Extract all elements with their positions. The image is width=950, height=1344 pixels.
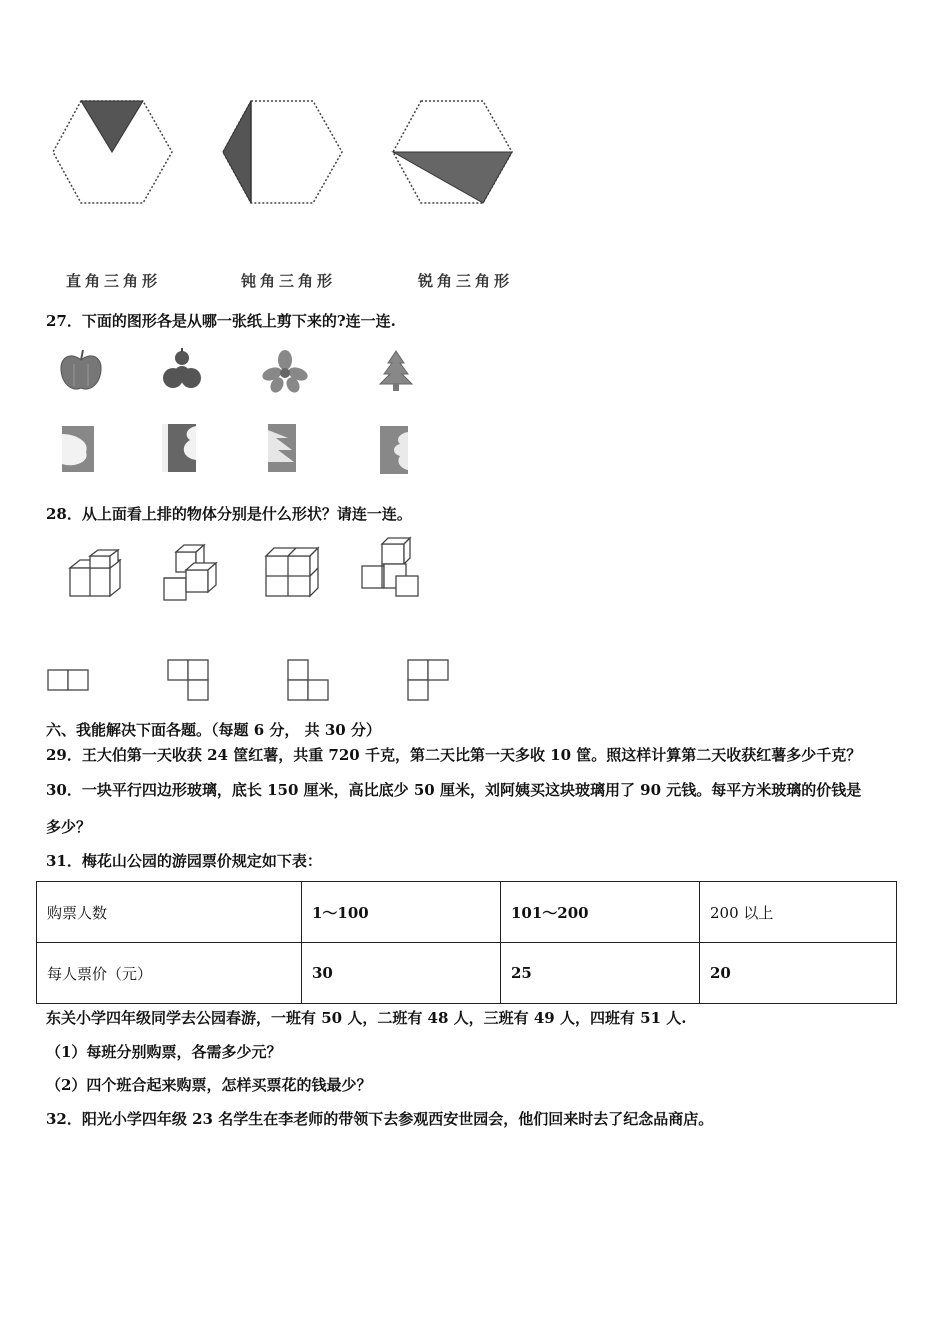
top-view-1[interactable] xyxy=(46,668,92,692)
table-cell: 购票人数 xyxy=(37,882,302,943)
top-view-2[interactable] xyxy=(164,658,212,704)
hexagon-label-2: 钝角三角形 xyxy=(241,272,337,290)
table-cell: 200 以上 xyxy=(700,882,897,943)
question-30-line-2: 多少？ xyxy=(46,818,92,836)
table-cell: 25 xyxy=(501,943,700,1004)
question-31: 31．梅花山公园的游园票价规定如下表： xyxy=(46,852,322,870)
paper-half-flower[interactable] xyxy=(378,424,412,476)
question-28: 28．从上面看上排的物体分别是什么形状？请连一连。 xyxy=(46,505,412,523)
paper-half-gourd[interactable] xyxy=(160,422,200,474)
section-6-heading: 六、我能解决下面各题。（每题 6 分， 共 30 分） xyxy=(46,721,381,739)
gourd-shape[interactable] xyxy=(160,346,204,394)
top-view-3[interactable] xyxy=(284,658,332,704)
table-cell: 30 xyxy=(302,943,501,1004)
cube-figure-2[interactable] xyxy=(160,540,226,604)
table-cell: 每人票价（元） xyxy=(37,943,302,1004)
ticket-price-table xyxy=(36,881,897,1004)
table-cell: 20 xyxy=(700,943,897,1004)
question-31-sub-2: （2）四个班合起来购票，怎样买票花的钱最少？ xyxy=(46,1076,372,1094)
question-32: 32．阳光小学四年级 23 名学生在李老师的带领下去参观西安世园会，他们回来时去了纪念品商店。 xyxy=(46,1110,714,1128)
table-cell: 1～100 xyxy=(302,882,501,943)
question-30-line-1: 30．一块平行四边形玻璃，底长 150 厘米，高比底少 50 厘米，刘阿姨买这块玻璃用了 90 元钱。每平方米玻璃的价钱是 xyxy=(46,781,862,799)
table-row xyxy=(37,943,897,1004)
tree-shape[interactable] xyxy=(374,350,418,392)
question-27: 27．下面的图形各是从哪一张纸上剪下来的?连一连. xyxy=(46,312,396,330)
table-row xyxy=(37,882,897,943)
cube-figure-1[interactable] xyxy=(66,548,126,600)
hexagon-figure-right-triangle xyxy=(50,98,175,208)
hexagon-figure-obtuse-triangle xyxy=(220,98,345,208)
cube-figure-3[interactable] xyxy=(262,544,322,600)
top-view-4[interactable] xyxy=(404,658,452,704)
paper-half-apple[interactable] xyxy=(60,424,98,474)
table-cell: 101～200 xyxy=(501,882,700,943)
apple-shape[interactable] xyxy=(58,348,104,394)
cube-figure-4[interactable] xyxy=(358,536,424,600)
paper-half-tree[interactable] xyxy=(266,422,300,474)
question-31-sub-1: （1）每班分别购票，各需多少元？ xyxy=(46,1043,282,1061)
hexagon-label-1: 直角三角形 xyxy=(66,272,162,290)
hexagon-figure-acute-triangle xyxy=(390,98,515,208)
question-29: 29．王大伯第一天收获 24 筐红薯，共重 720 千克，第二天比第一天多收 10 筐。照这样计算第二天收获红薯多少千克？ xyxy=(46,746,862,764)
hexagon-label-3: 锐角三角形 xyxy=(418,272,514,290)
flower-shape[interactable] xyxy=(262,350,308,392)
question-31-description: 东关小学四年级同学去公园春游，一班有 50 人，二班有 48 人，三班有 49 人，四班有 51 人. xyxy=(46,1009,687,1027)
